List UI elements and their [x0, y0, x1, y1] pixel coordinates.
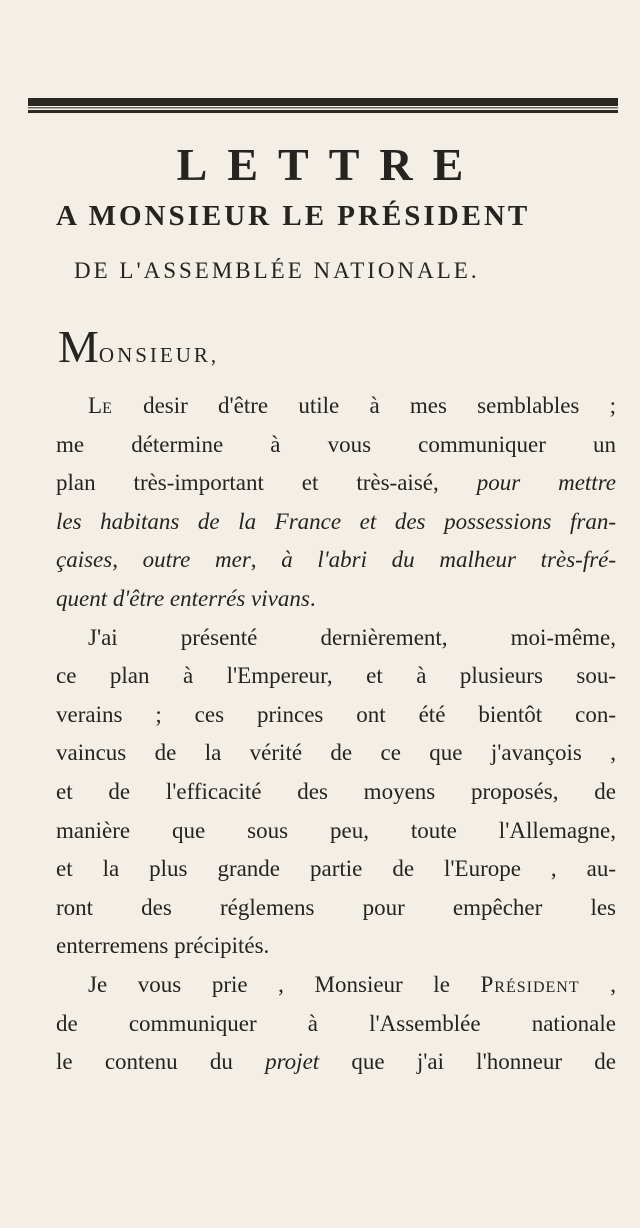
letter-title: LETTRE	[176, 139, 484, 190]
body-text-segment: ,	[579, 971, 616, 997]
body-text-segment: enterremens précipités.	[56, 933, 270, 959]
body-text-segment: outre mer	[142, 547, 251, 573]
body-line	[56, 426, 616, 465]
body-text-segment: le contenu du	[56, 1049, 266, 1075]
body-line	[56, 619, 616, 658]
body-text-segment: e	[102, 393, 113, 418]
body-line	[56, 850, 616, 889]
salutation	[58, 320, 219, 373]
body-text-segment: et de l'efficacité des moyens proposés, de	[56, 778, 616, 804]
body-text-segment: projet	[265, 1049, 320, 1075]
body-line	[56, 541, 616, 580]
body-text-segment: Président	[480, 971, 580, 997]
body-text-segment: plan très-important et très-aisé,	[56, 470, 477, 496]
body-line	[56, 966, 616, 1005]
body-text-segment: desir d'être utile à mes semblables ;	[112, 393, 616, 418]
salutation-rest: ONSIEUR,	[98, 343, 220, 367]
body-text-segment: manière que sous peu, toute l'Allemagne,	[56, 817, 616, 843]
body-text-segment: de communiquer à l'Assemblée nationale	[56, 1010, 616, 1036]
body-line	[56, 503, 616, 542]
address-line-1: A MONSIEUR LE PRÉSIDENT	[56, 200, 531, 232]
body-line	[56, 927, 616, 966]
body-text-segment: ce plan à l'Empereur, et à plusieurs sou-	[56, 663, 616, 689]
body-line	[56, 657, 616, 696]
body-line	[56, 812, 616, 851]
body-text-segment: me détermine à vous communiquer un	[56, 431, 616, 457]
body-text-segment: ront des réglemens pour empêcher les	[56, 894, 616, 920]
body-text-segment: L	[88, 393, 103, 418]
address-line-2: DE L'ASSEMBLÉE NATIONALE.	[74, 258, 480, 283]
body-text-segment: J'ai présenté dernièrement, moi-même,	[88, 624, 616, 650]
body-text-segment: et la plus grande partie de l'Europe , au-	[56, 856, 616, 882]
body-line	[56, 1005, 616, 1044]
body-line	[56, 1043, 616, 1082]
body-line	[56, 464, 616, 503]
body-line	[56, 387, 616, 426]
body-text-segment: pour mettre	[476, 470, 616, 496]
body-line	[56, 889, 616, 928]
body-text-segment: vaincus de la vérité de ce que j'avançois ,	[56, 740, 616, 766]
body-text-segment: que j'ai l'honneur de	[319, 1049, 617, 1075]
body-line	[56, 773, 616, 812]
body-text-segment: à l'abri du malheur très-fré-	[281, 547, 617, 573]
body-text-segment: çaises	[56, 547, 113, 573]
body-line	[56, 696, 616, 735]
ornamental-rule	[28, 98, 618, 116]
body-text-segment: Je vous prie , Monsieur le	[88, 971, 481, 997]
body-text-segment: .	[309, 585, 316, 611]
body-text-segment: les habitans de la France et des possessions fran-	[56, 508, 616, 534]
body-text-segment: quent d'être enterrés vivans	[56, 585, 310, 611]
body-line	[56, 734, 616, 773]
body-line	[56, 580, 616, 619]
salutation-initial: M	[58, 321, 99, 372]
body-text-segment: verains ; ces princes ont été bientôt con-	[56, 701, 616, 727]
body-text-segment: ,	[112, 547, 143, 573]
body-text-segment: ,	[250, 547, 282, 573]
letter-body	[56, 387, 616, 1082]
